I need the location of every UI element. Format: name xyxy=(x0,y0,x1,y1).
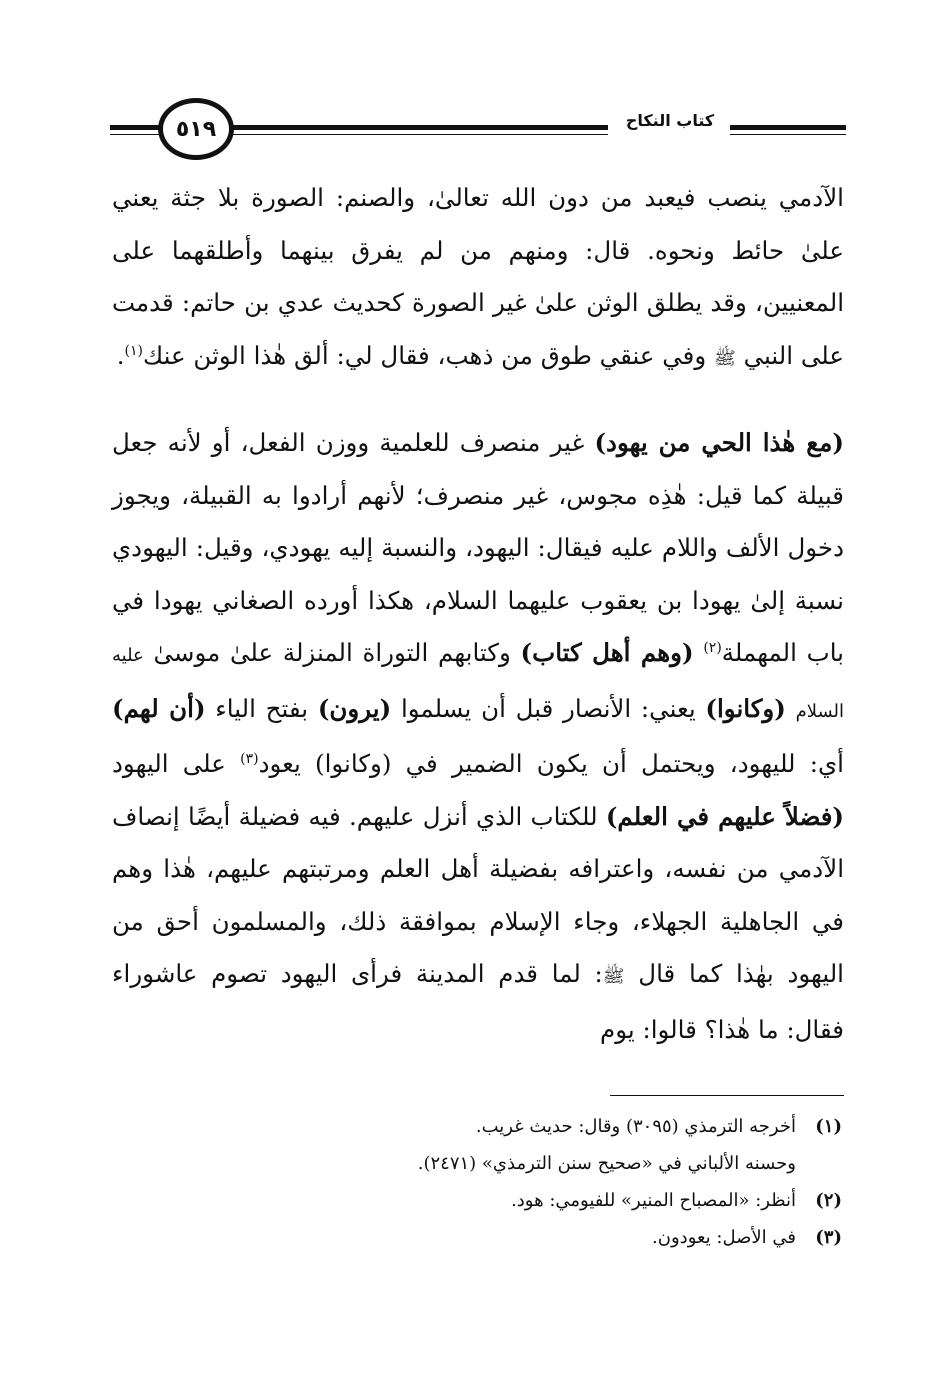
text-segment: يعني: الأنصار قبل أن يسلموا xyxy=(391,693,706,723)
footnote-2 xyxy=(112,1182,842,1219)
page-header xyxy=(110,96,846,162)
footnote-separator xyxy=(610,1095,844,1096)
footnotes xyxy=(112,1108,842,1256)
honorific-ligature: عليه السلام xyxy=(112,645,845,722)
paragraph-1 xyxy=(112,172,844,385)
text-segment: وكتابهم التوراة المنزلة علىٰ موسىٰ xyxy=(143,638,521,667)
header-rule-thick-middle xyxy=(230,125,608,130)
text-segment: وفي عنقي طوق من ذهب، فقال لي: ألق هٰذا الوثن عنك xyxy=(142,340,715,370)
page-number-oval xyxy=(158,98,234,160)
main-text xyxy=(112,172,844,1056)
page-number: ٥١٩ xyxy=(175,116,217,142)
footnote-ref: (٢) xyxy=(703,639,722,656)
header-rule-thick-left xyxy=(110,125,162,130)
text-segment: بفتح الياء xyxy=(205,693,318,723)
footnote-1 xyxy=(112,1108,842,1145)
bold-phrase: (وكانوا) xyxy=(705,693,786,723)
footnote-number: (٢) xyxy=(815,1190,842,1211)
running-title: كتاب النكاح xyxy=(614,109,726,133)
footnote-ref: (١) xyxy=(124,342,143,359)
text-segment: : لما قدم المدينة فرأى اليهود تصوم عاشوراء فقال: ما هٰذا؟ قالوا: يوم xyxy=(112,959,844,1044)
bold-phrase: (يرون) xyxy=(317,693,392,723)
text-segment: على اليهود xyxy=(112,749,241,778)
footnote-text: أخرجه الترمذي (٣٠٩٥) وقال: حديث غريب. xyxy=(475,1116,796,1137)
footnote-1-continuation: وحسنه الألباني في «صحيح سنن الترمذي» (٢٤٧١). xyxy=(417,1153,796,1174)
honorific-ligature: ﷺ xyxy=(714,347,736,369)
text-segment: للكتاب الذي أنزل عليهم. فيه فضيلة أيضًا إنصاف الآدمي من نفسه، واعترافه بفضيلة أهل العلم ومرتبتهم عليهم، هٰذا وهم في الجاهلية الجهلاء، وجاء الإسلام بموافقة ذلك، والمسلمون أحق من اليهود بهٰذا كما قال xyxy=(112,801,844,988)
footnote-text: أنظر: «المصباح المنير» للفيومي: هود. xyxy=(511,1190,796,1211)
text-segment: أي: لليهود، ويحتمل أن يكون الضمير في (وكانوا) يعود xyxy=(258,749,844,778)
text-segment: . xyxy=(116,340,125,370)
footnote-text: في الأصل: يعودون. xyxy=(652,1227,796,1248)
header-rule-thin-right xyxy=(730,134,846,135)
header-rule-thick-right xyxy=(730,125,846,130)
text-segment xyxy=(694,638,704,667)
honorific-ligature: ﷺ xyxy=(602,966,625,987)
footnote-number: (٣) xyxy=(815,1227,842,1248)
text-segment xyxy=(786,694,796,723)
bold-phrase: (مع هٰذا الحي من يهود) xyxy=(594,428,845,457)
paragraph-2 xyxy=(112,417,844,1056)
bold-phrase: (فضلاً عليهم في العلم) xyxy=(605,801,844,831)
bold-phrase: (وهم أهل كتاب) xyxy=(520,638,694,667)
bold-phrase: (أن لهم) xyxy=(112,693,206,723)
text-segment: الآدمي ينصب فيعبد من دون الله تعالىٰ، والصنم: الصورة بلا جثة يعني علىٰ حائط ونحوه. قال: ومنهم من لم يفرق بينهما وأطلقهما على المعنيين، وقد يطلق الوثن علىٰ غير الصورة كحديث عدي بن حاتم: قدمت على النبي xyxy=(112,183,844,370)
footnote-3 xyxy=(112,1219,842,1256)
footnote-number: (١) xyxy=(815,1116,842,1137)
footnote-ref: (٣) xyxy=(240,750,259,767)
text-segment: غير منصرف للعلمية ووزن الفعل، أو لأنه جعل قبيلة كما قيل: هٰذِه مجوس، غير منصرف؛ لأنهم أرادوا به القبيلة، ويجوز دخول الألف واللام عليه فيقال: اليهود، والنسبة إليه يهودي، وقيل: اليهودي نسبة إلىٰ يهودا بن يعقوب عليهما السلام، هكذا أورده الصغاني يهودا في باب المهملة xyxy=(112,428,844,667)
header-rule-thin-left xyxy=(110,134,162,135)
header-rule-thin-middle xyxy=(230,134,608,135)
